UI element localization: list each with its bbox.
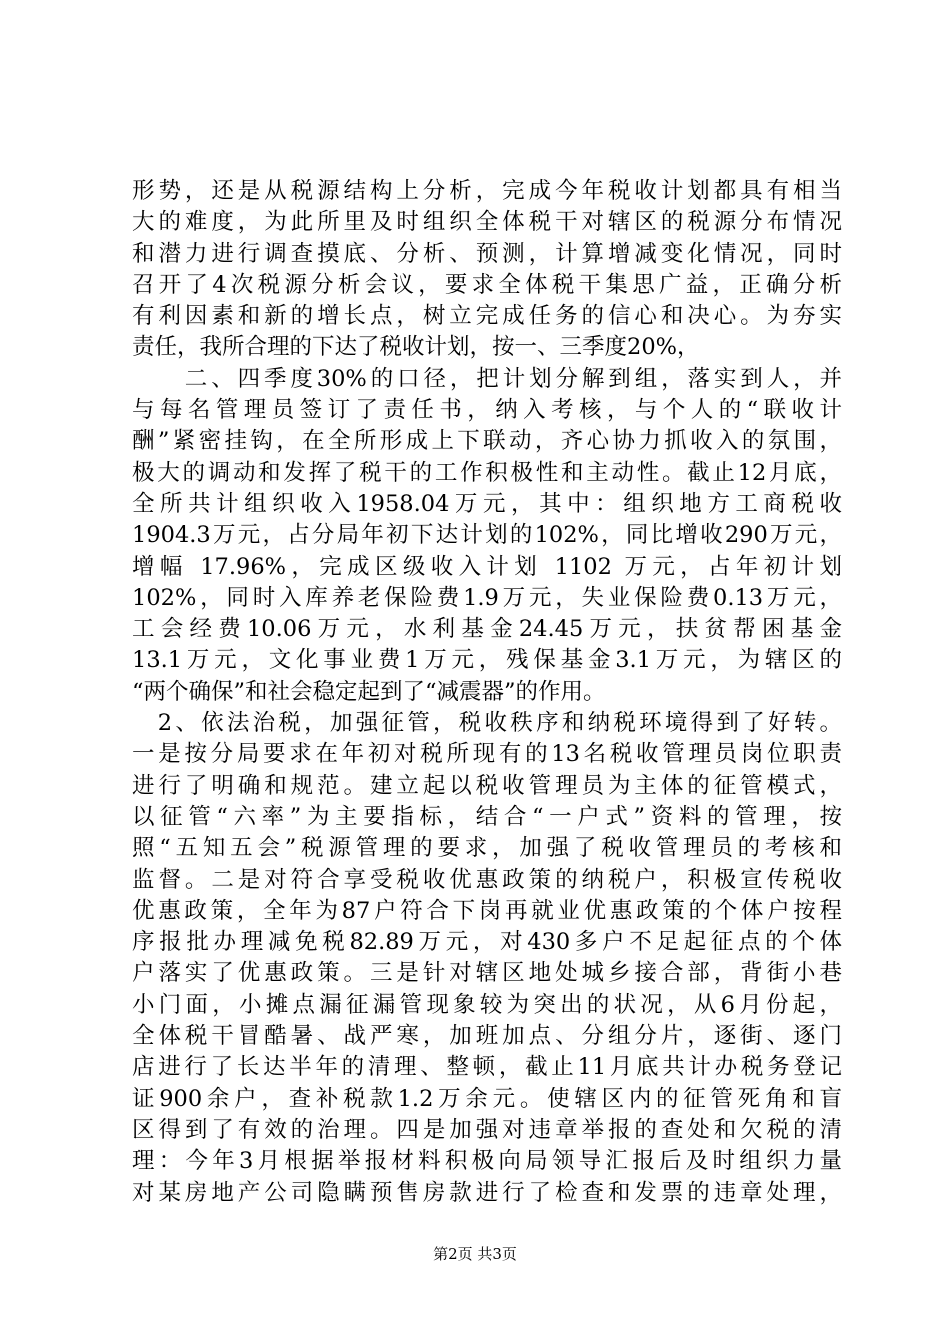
text-line: “两个确保”和社会稳定起到了“减震器”的作用。 [132,678,606,705]
text-line: 酬”紧密挂钩，在全所形成上下联动，齐心协力抓收入的氛围， [132,428,842,455]
text-line: 证900余户，查补税款1.2万余元。使辖区内的征管死角和盲 [132,1085,842,1112]
text-line: 序报批办理减免税82.89万元，对430多户不足起征点的个体 [132,929,842,956]
text-line: 优惠政策，全年为87户符合下岗再就业优惠政策的个体户按程 [132,897,842,924]
text-line: 极大的调动和发挥了税干的工作积极性和主动性。截止12月底， [132,459,842,486]
text-line: 理：今年3月根据举报材料积极向局领导汇报后及时组织力量 [132,1148,842,1175]
body-text [132,176,842,1209]
text-line: 户落实了优惠政策。三是针对辖区地处城乡接合部，背街小巷 [132,960,842,987]
page-number: 第2页 共3页 [433,1245,517,1263]
text-line: 小门面，小摊点漏征漏管现象较为突出的状况，从6月份起， [132,991,842,1018]
text-line: 召开了4次税源分析会议，要求全体税干集思广益，正确分析 [132,271,842,298]
text-line: 店进行了长达半年的清理、整顿，截止11月底共计办税务登记 [132,1054,842,1081]
text-line: 区得到了有效的治理。四是加强对违章举报的查处和欠税的清 [132,1116,842,1143]
text-line: 二、四季度30%的口径，把计划分解到组，落实到人，并 [132,365,842,392]
text-line: 102%，同时入库养老保险费1.9万元，失业保险费0.13万元， [132,584,842,611]
text-line: 监督。二是对符合享受税收优惠政策的纳税户，积极宣传税收 [132,866,842,893]
text-line: 13.1万元，文化事业费1万元，残保基金3.1万元，为辖区的 [132,647,842,674]
text-line: 责任，我所合理的下达了税收计划，按一、三季度20%， [132,334,700,361]
text-line: 2、依法治税，加强征管，税收秩序和纳税环境得到了好转。 [132,710,842,737]
text-line: 一是按分局要求在年初对税所现有的13名税收管理员岗位职责 [132,741,842,768]
text-line: 增幅 17.96%，完成区级收入计划 1102 万元，占年初计划 [132,553,842,580]
text-line: 和潜力进行调查摸底、分析、预测，计算增减变化情况，同时 [132,240,842,267]
text-line: 1904.3万元，占分局年初下达计划的102%，同比增收290万元， [132,522,842,549]
text-line: 以征管“六率”为主要指标，结合“一户式”资料的管理，按 [132,803,842,830]
text-line: 大的难度，为此所里及时组织全体税干对辖区的税源分布情况 [132,209,842,236]
text-line: 工会经费10.06万元，水利基金24.45万元，扶贫帮困基金 [132,616,842,643]
text-line: 形势，还是从税源结构上分析，完成今年税收计划都具有相当 [132,178,842,204]
text-line: 进行了明确和规范。建立起以税收管理员为主体的征管模式， [132,772,842,799]
text-line: 全所共计组织收入1958.04万元，其中：组织地方工商税收 [132,490,842,517]
text-line: 有利因素和新的增长点，树立完成任务的信心和决心。为夯实 [132,303,842,330]
text-line: 照“五知五会”税源管理的要求，加强了税收管理员的考核和 [132,835,842,862]
text-line: 与每名管理员签订了责任书，纳入考核，与个人的“联收计 [132,397,842,424]
text-line: 全体税干冒酷暑、战严寒，加班加点、分组分片，逐街、逐门 [132,1023,842,1050]
text-line: 对某房地产公司隐瞒预售房款进行了检查和发票的违章处理， [132,1179,842,1206]
